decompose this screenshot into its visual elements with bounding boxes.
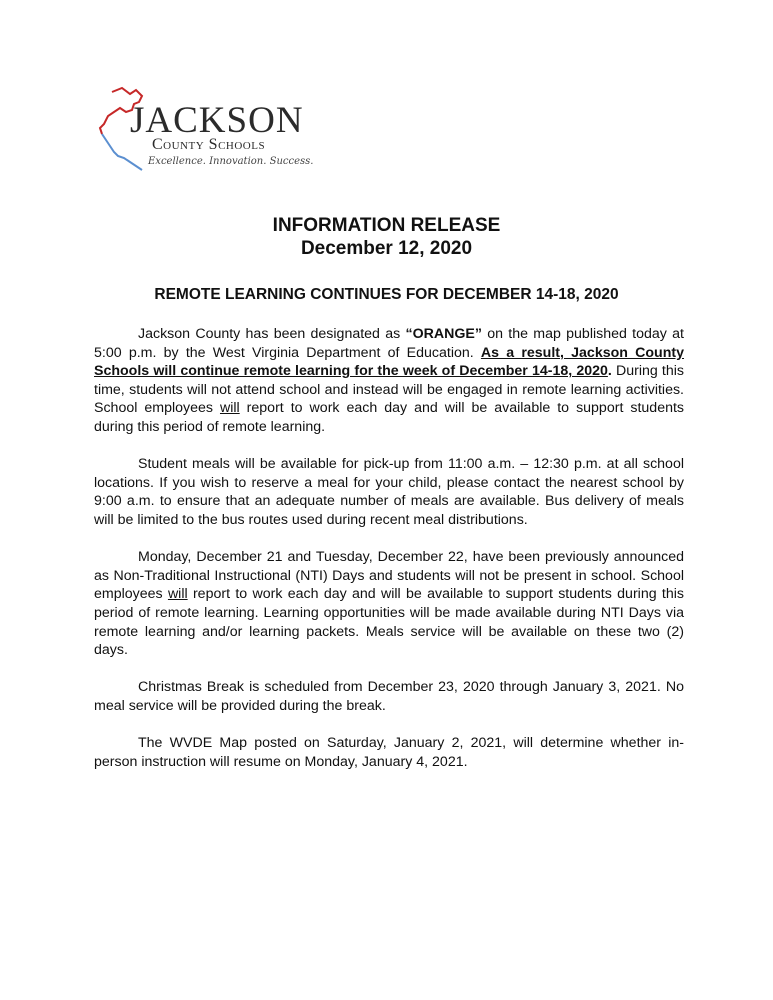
paragraph-wvde-map: The WVDE Map posted on Saturday, January 2, 2021, will determine whether in-person instruction will resume on Monday, January 4, 2021. [94,735,684,770]
logo-tagline: Excellence. Innovation. Success. [148,156,314,167]
paragraph-designation: Jackson County has been designated as “ORANGE” on the map published today at 5:00 p.m. by the West Virginia Department of Education. As a result, Jackson County Schools will continue remote learning for the week of December 14-18, 2020. During this time, students will not attend school and instead will be engaged in remote learning activities. School employees will report to work each day and will be available to support students during this period of remote learning. [94,326,685,435]
jackson-county-schools-logo [92,82,314,182]
release-header [0,214,773,260]
release-title: INFORMATION RELEASE [272,215,501,236]
orange-designation: “ORANGE” [405,326,482,342]
paragraph-christmas-break: Christmas Break is scheduled from December 23, 2020 through January 3, 2021. No meal service will be provided during the break. [94,679,684,714]
logo-subtitle: County Schools [152,136,266,153]
remote-learning-emphasis: As a result, Jackson County Schools will continue remote learning for the week of December 14-18, 2020 [94,344,685,380]
release-body [94,325,684,790]
paragraph-nti-days: Monday, December 21 and Tuesday, December 22, have been previously announced as Non-Traditional Instructional (NTI) Days and students will not be present in school. School employees will report to work each day and will be available to support students during this period of remote learning. Learning opportunities will be made available during NTI Days via remote learning and/or learning packets. Meals service will be available on these two (2) days. [94,549,684,659]
logo-name: JACKSON [130,100,304,141]
paragraph-meals: Student meals will be available for pick-up from 11:00 a.m. – 12:30 p.m. at all school locations. If you wish to reserve a meal for your child, please contact the nearest school by 9:00 a.m. to ensure that an adequate number of meals are available. Bus delivery of meals will be limited to the bus routes used during recent meal distributions. [94,456,684,528]
headline: REMOTE LEARNING CONTINUES FOR DECEMBER 14-18, 2020 [154,286,619,303]
release-date: December 12, 2020 [300,238,473,259]
